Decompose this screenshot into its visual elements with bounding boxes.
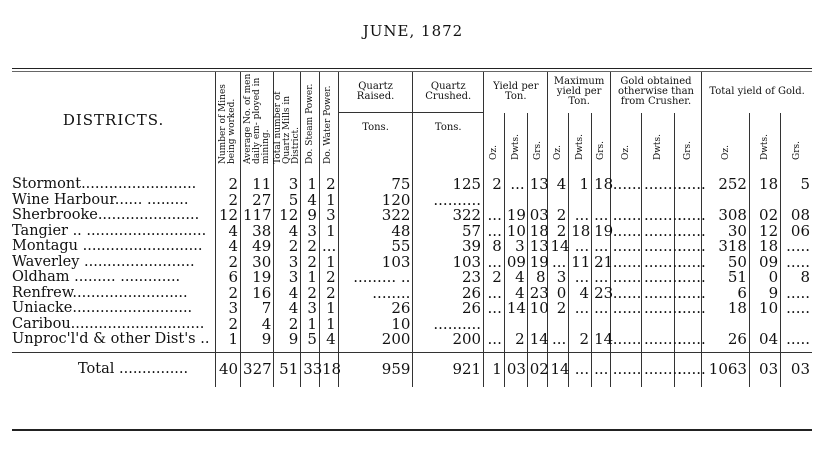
table-cell: 3 bbox=[274, 270, 301, 286]
table-cell: 3 bbox=[301, 224, 320, 240]
table-cell: 10 bbox=[527, 301, 548, 317]
table-cell: 39 bbox=[413, 239, 484, 255]
table-cell: 26 bbox=[338, 301, 413, 317]
table-cell: 9 bbox=[749, 286, 780, 302]
header-men: Average No. of men daily em- ployed in mining. bbox=[241, 72, 274, 167]
table-cell: 2 bbox=[301, 239, 320, 255]
table-cell: 30 bbox=[241, 255, 274, 271]
top-rule bbox=[12, 68, 812, 69]
table-cell: 3 bbox=[504, 239, 527, 255]
header-max-grs: Grs. bbox=[592, 113, 611, 168]
table-cell: ... bbox=[484, 301, 505, 317]
table-cell: ... bbox=[592, 352, 611, 387]
table-cell: 0 bbox=[749, 270, 780, 286]
header-raised: Quartz Raised. bbox=[338, 72, 413, 113]
table-cell: 18 bbox=[592, 167, 611, 193]
table-cell: 02 bbox=[527, 352, 548, 387]
table-cell: ........ bbox=[641, 270, 674, 286]
table-cell: 4 bbox=[569, 286, 592, 302]
table-cell: 5 bbox=[274, 193, 301, 209]
table-cell: ...... bbox=[610, 270, 641, 286]
district-name: Oldham ......... ............. bbox=[12, 269, 181, 285]
table-cell: 18 bbox=[569, 224, 592, 240]
table-cell: 4 bbox=[274, 286, 301, 302]
table-cell: 4 bbox=[274, 301, 301, 317]
table-cell: ...... bbox=[675, 352, 702, 387]
table-cell: 252 bbox=[702, 167, 750, 193]
header-yield: Yield per Ton. bbox=[484, 72, 548, 113]
table-cell: ... bbox=[592, 270, 611, 286]
table-cell: 200 bbox=[413, 332, 484, 352]
table-cell: 4 bbox=[274, 224, 301, 240]
table-cell: 38 bbox=[241, 224, 274, 240]
table-cell: 3 bbox=[274, 255, 301, 271]
table-cell: 2 bbox=[216, 255, 241, 271]
table-cell: 6 bbox=[216, 270, 241, 286]
table-cell: ...... bbox=[675, 167, 702, 193]
table-cell: 10 bbox=[338, 317, 413, 333]
table-cell: 48 bbox=[338, 224, 413, 240]
table-cell: 26 bbox=[702, 332, 750, 352]
header-mills: Total number of Quartz Mills in District. bbox=[274, 72, 301, 167]
table-cell: ........ bbox=[338, 286, 413, 302]
table-cell: 18 bbox=[319, 352, 338, 387]
table-cell: 2 bbox=[548, 224, 569, 240]
table-cell: 14 bbox=[548, 239, 569, 255]
table-cell: 8 bbox=[484, 239, 505, 255]
table-cell: 14 bbox=[548, 352, 569, 387]
table-cell: 14 bbox=[592, 332, 611, 352]
header-raised-tons: Tons. bbox=[338, 113, 413, 168]
table-cell: 55 bbox=[338, 239, 413, 255]
header-other-oz: Oz. bbox=[610, 113, 641, 168]
table-cell: 18 bbox=[749, 239, 780, 255]
table-cell: 2 bbox=[319, 286, 338, 302]
table-cell: 18 bbox=[749, 167, 780, 193]
header-crushed: Quartz Crushed. bbox=[413, 72, 484, 113]
table-cell: 13 bbox=[527, 239, 548, 255]
table-cell: 1 bbox=[319, 317, 338, 333]
table-cell: 8 bbox=[781, 270, 812, 286]
table-cell: 40 bbox=[216, 352, 241, 387]
table-cell: 2 bbox=[216, 167, 241, 193]
table-cell: 1 bbox=[569, 167, 592, 193]
table-cell: ...... bbox=[675, 239, 702, 255]
table-cell: 09 bbox=[504, 255, 527, 271]
table-cell: 06 bbox=[781, 224, 812, 240]
table-cell: 2 bbox=[484, 270, 505, 286]
header-total-dwts: Dwts. bbox=[749, 113, 780, 168]
header-max-oz: Oz. bbox=[548, 113, 569, 168]
table-cell: 57 bbox=[413, 224, 484, 240]
table-cell: ........ bbox=[641, 239, 674, 255]
table-cell: 103 bbox=[338, 255, 413, 271]
table-cell: 49 bbox=[241, 239, 274, 255]
table-cell: ..... bbox=[781, 332, 812, 352]
table-cell: ... bbox=[504, 167, 527, 193]
table-cell: ... bbox=[569, 301, 592, 317]
table-cell: 1 bbox=[484, 352, 505, 387]
table-cell: 1 bbox=[319, 193, 338, 209]
table-cell: 8 bbox=[527, 270, 548, 286]
table-cell: ..... bbox=[781, 301, 812, 317]
district-name: Unproc'l'd & other Dist's .. bbox=[12, 331, 210, 347]
table-cell: 4 bbox=[216, 239, 241, 255]
table-cell: 75 bbox=[338, 167, 413, 193]
table-cell: 2 bbox=[569, 332, 592, 352]
table-cell: 21 bbox=[592, 255, 611, 271]
table-cell: ...... bbox=[675, 332, 702, 352]
table-cell: ... bbox=[548, 255, 569, 271]
table-cell: 4 bbox=[319, 332, 338, 352]
table-cell: 318 bbox=[702, 239, 750, 255]
table-cell: 08 bbox=[781, 208, 812, 224]
table-cell: ...... bbox=[610, 352, 641, 387]
table-cell: 2 bbox=[274, 317, 301, 333]
table-cell: ... bbox=[569, 352, 592, 387]
table-cell: ... bbox=[569, 208, 592, 224]
district-name: Renfrew......................... bbox=[12, 284, 188, 301]
table-cell: 12 bbox=[749, 224, 780, 240]
header-total-grs: Grs. bbox=[781, 113, 812, 168]
table-cell: ...... bbox=[610, 239, 641, 255]
table-cell: ........ bbox=[641, 224, 674, 240]
table-cell: ........ bbox=[641, 352, 674, 387]
table-cell: 959 bbox=[338, 352, 413, 387]
header-crushed-tons: Tons. bbox=[413, 113, 484, 168]
table-cell: 18 bbox=[702, 301, 750, 317]
table-cell: 3 bbox=[274, 167, 301, 193]
table-cell: 2 bbox=[319, 270, 338, 286]
table-cell: 10 bbox=[504, 224, 527, 240]
district-name: Tangier .. .......................... bbox=[12, 222, 207, 239]
table-cell: 03 bbox=[749, 352, 780, 387]
table-cell: 5 bbox=[781, 167, 812, 193]
table-cell: ... bbox=[569, 270, 592, 286]
table-cell: 3 bbox=[319, 208, 338, 224]
table-cell: 13 bbox=[527, 167, 548, 193]
table-cell: 1 bbox=[319, 224, 338, 240]
table-cell: 9 bbox=[241, 332, 274, 352]
table-cell: 2 bbox=[548, 208, 569, 224]
table-cell: 322 bbox=[338, 208, 413, 224]
table-cell: 23 bbox=[592, 286, 611, 302]
table-cell: 327 bbox=[241, 352, 274, 387]
district-name: Sherbrooke...................... bbox=[12, 207, 200, 223]
table-cell: ...... bbox=[675, 301, 702, 317]
table-cell: 10 bbox=[749, 301, 780, 317]
table-cell: 117 bbox=[241, 208, 274, 224]
table-cell: 2 bbox=[216, 286, 241, 302]
table-cell: 16 bbox=[241, 286, 274, 302]
table-cell: 4 bbox=[216, 224, 241, 240]
table-cell: 0 bbox=[548, 286, 569, 302]
header-max-yield: Maximum yield per Ton. bbox=[548, 72, 610, 113]
table-cell: 14 bbox=[504, 301, 527, 317]
table-cell: 2 bbox=[216, 317, 241, 333]
table-cell: 125 bbox=[413, 167, 484, 193]
table-cell: ........ bbox=[641, 208, 674, 224]
table-cell: ...... bbox=[610, 286, 641, 302]
table-cell: .......... bbox=[413, 317, 484, 333]
table-cell: 03 bbox=[527, 208, 548, 224]
page-title: JUNE, 1872 bbox=[362, 22, 464, 40]
table-cell: ...... bbox=[675, 255, 702, 271]
table-cell: ..... bbox=[781, 255, 812, 271]
table-cell: 30 bbox=[702, 224, 750, 240]
header-total-oz: Oz. bbox=[702, 113, 750, 168]
table-cell: 1 bbox=[301, 317, 320, 333]
header-districts: DISTRICTS. bbox=[62, 110, 165, 129]
header-mines: Number of Mines being worked. bbox=[216, 72, 241, 167]
table-cell: 33 bbox=[301, 352, 320, 387]
table-cell: ... bbox=[484, 255, 505, 271]
header-max-dwts: Dwts. bbox=[569, 113, 592, 168]
table-cell: 02 bbox=[749, 208, 780, 224]
table-cell: 4 bbox=[241, 317, 274, 333]
table-cell: 04 bbox=[749, 332, 780, 352]
district-name: Stormont......................... bbox=[12, 176, 197, 192]
table-cell: ...... bbox=[610, 301, 641, 317]
table-cell: 2 bbox=[504, 332, 527, 352]
table-cell: 103 bbox=[413, 255, 484, 271]
table-cell: 3 bbox=[548, 270, 569, 286]
table-cell: 4 bbox=[548, 167, 569, 193]
table-cell: 03 bbox=[781, 352, 812, 387]
table-cell: ...... bbox=[675, 270, 702, 286]
table-cell: 2 bbox=[319, 167, 338, 193]
table-cell: ... bbox=[569, 239, 592, 255]
table-cell: ...... bbox=[610, 208, 641, 224]
table-row bbox=[12, 167, 812, 193]
table-cell: 6 bbox=[702, 286, 750, 302]
table-cell: 4 bbox=[504, 286, 527, 302]
table-cell: 19 bbox=[504, 208, 527, 224]
table-cell: 1063 bbox=[702, 352, 750, 387]
table-cell: 7 bbox=[241, 301, 274, 317]
table-cell: 3 bbox=[216, 301, 241, 317]
header-yield-dwts: Dwts. bbox=[504, 113, 527, 168]
table-cell: ........ bbox=[641, 286, 674, 302]
table-cell: 1 bbox=[301, 270, 320, 286]
table-cell: ...... bbox=[610, 167, 641, 193]
table-cell: 308 bbox=[702, 208, 750, 224]
table-cell: 14 bbox=[527, 332, 548, 352]
table-cell: 11 bbox=[241, 167, 274, 193]
table-cell: ...... bbox=[610, 224, 641, 240]
table-row bbox=[12, 332, 812, 352]
table-cell: 09 bbox=[749, 255, 780, 271]
total-row bbox=[12, 352, 812, 387]
table-cell: ..... bbox=[781, 286, 812, 302]
table-cell: 2 bbox=[484, 167, 505, 193]
table-cell: 1 bbox=[319, 301, 338, 317]
table-cell: 921 bbox=[413, 352, 484, 387]
table-cell: 19 bbox=[527, 255, 548, 271]
table-cell: ... bbox=[484, 208, 505, 224]
table-cell: 51 bbox=[702, 270, 750, 286]
table-cell: ... bbox=[484, 286, 505, 302]
district-name: Wine Harbour...... ......... bbox=[12, 191, 189, 208]
table-cell: 18 bbox=[527, 224, 548, 240]
header-water: Do. Water Power. bbox=[319, 72, 338, 167]
table-cell: ........ bbox=[641, 301, 674, 317]
table-cell: ..... bbox=[781, 239, 812, 255]
table-cell: 1 bbox=[301, 167, 320, 193]
table-cell: 9 bbox=[301, 208, 320, 224]
table-cell: ... bbox=[592, 239, 611, 255]
header-yield-grs: Grs. bbox=[527, 113, 548, 168]
table-cell: 120 bbox=[338, 193, 413, 209]
table-cell: 2 bbox=[274, 239, 301, 255]
table-cell: 23 bbox=[527, 286, 548, 302]
gold-returns-table bbox=[12, 72, 812, 387]
table-cell: 1 bbox=[216, 332, 241, 352]
district-name: Total ............... bbox=[12, 352, 216, 387]
table-cell: 1 bbox=[319, 255, 338, 271]
table-cell: 3 bbox=[301, 301, 320, 317]
table-cell: 27 bbox=[241, 193, 274, 209]
table-cell: 2 bbox=[548, 301, 569, 317]
header-other-dwts: Dwts. bbox=[641, 113, 674, 168]
table-cell: ... bbox=[484, 332, 505, 352]
table-cell: 2 bbox=[301, 286, 320, 302]
table-cell: ...... bbox=[675, 286, 702, 302]
table-cell: 5 bbox=[301, 332, 320, 352]
table-cell: 322 bbox=[413, 208, 484, 224]
table-cell: ...... bbox=[610, 255, 641, 271]
bottom-rule bbox=[12, 429, 812, 431]
table-cell: 4 bbox=[301, 193, 320, 209]
table-cell: ... bbox=[484, 224, 505, 240]
table-cell: 19 bbox=[592, 224, 611, 240]
table-cell: 4 bbox=[504, 270, 527, 286]
table-cell: 50 bbox=[702, 255, 750, 271]
header-gold-other: Gold obtained otherwise than from Crusher. bbox=[610, 72, 701, 113]
district-name: Waverley ........................ bbox=[12, 253, 195, 270]
table-cell: ........ bbox=[641, 255, 674, 271]
table-cell: ... bbox=[592, 208, 611, 224]
district-name: Caribou............................. bbox=[12, 315, 205, 332]
table-cell: 2 bbox=[216, 193, 241, 209]
table-cell: ...... bbox=[610, 332, 641, 352]
table-cell: 23 bbox=[413, 270, 484, 286]
header-other-grs: Grs. bbox=[675, 113, 702, 168]
table-cell: ...... bbox=[675, 208, 702, 224]
table-cell: ... bbox=[592, 301, 611, 317]
district-name: Uniacke.......................... bbox=[12, 300, 193, 316]
header-total-yield: Total yield of Gold. bbox=[702, 72, 812, 113]
table-cell: 11 bbox=[569, 255, 592, 271]
table-cell: 2 bbox=[301, 255, 320, 271]
table-cell: ........ bbox=[641, 332, 674, 352]
header-steam: Do. Steam Power. bbox=[301, 72, 320, 167]
table-cell: 03 bbox=[504, 352, 527, 387]
table-cell: 19 bbox=[241, 270, 274, 286]
district-name: Montagu .......................... bbox=[12, 238, 203, 254]
table-cell: 200 bbox=[338, 332, 413, 352]
table-cell: ........ bbox=[641, 167, 674, 193]
table-cell: 26 bbox=[413, 286, 484, 302]
table-cell: 12 bbox=[216, 208, 241, 224]
header-yield-oz: Oz. bbox=[484, 113, 505, 168]
table-cell: 51 bbox=[274, 352, 301, 387]
table-cell: ...... bbox=[675, 224, 702, 240]
table-cell: 26 bbox=[413, 301, 484, 317]
table-cell: ... bbox=[548, 332, 569, 352]
table-cell: ......... .. bbox=[338, 270, 413, 286]
table-row bbox=[12, 301, 812, 317]
table-cell: .......... bbox=[413, 193, 484, 209]
table-cell: ... bbox=[319, 239, 338, 255]
table-cell: 12 bbox=[274, 208, 301, 224]
table-cell: 9 bbox=[274, 332, 301, 352]
